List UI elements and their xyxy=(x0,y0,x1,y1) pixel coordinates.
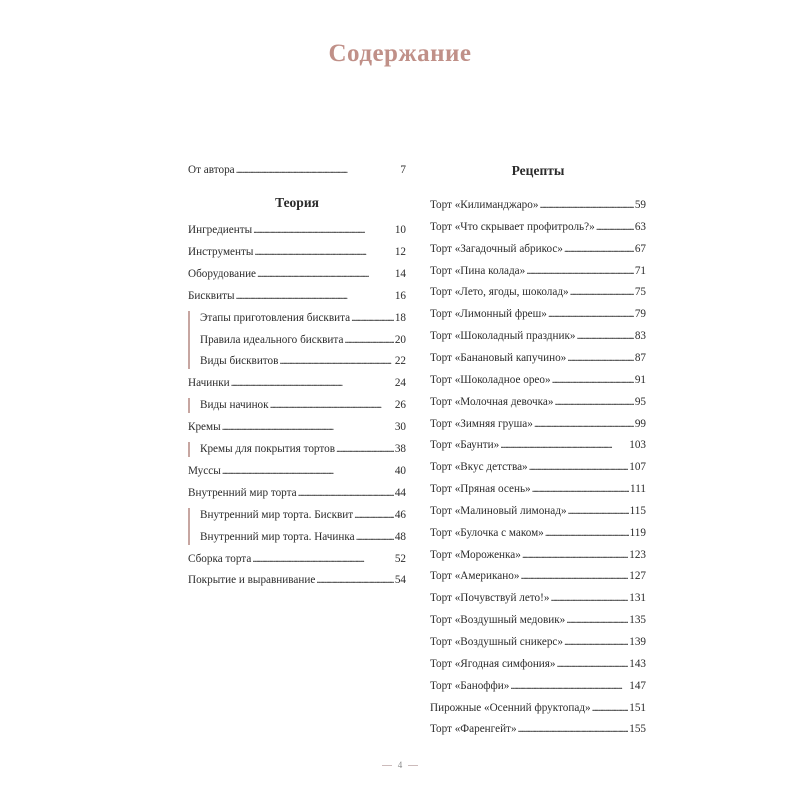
toc-entry-page: 75 xyxy=(634,286,646,299)
toc-entry-label: Торт «Булочка с маком» xyxy=(430,526,544,539)
toc-entry[interactable] xyxy=(430,590,646,606)
leader-dots xyxy=(252,551,394,567)
toc-entry-page: 87 xyxy=(634,351,646,364)
toc-entry[interactable] xyxy=(188,463,406,479)
leader-dots xyxy=(279,353,393,369)
toc-entry[interactable] xyxy=(430,721,646,737)
toc-entry[interactable] xyxy=(430,219,646,235)
leader-dots xyxy=(539,197,633,213)
toc-entry-label: Оборудование xyxy=(188,267,257,280)
page-number-dash-left xyxy=(382,765,392,766)
toc-entry-label: Торт «Вкус детства» xyxy=(430,461,528,474)
toc-entry-page: 44 xyxy=(394,486,406,499)
toc-entry[interactable] xyxy=(188,419,406,435)
toc-entry-label: Торт «Лимонный фреш» xyxy=(430,308,547,321)
toc-entry-label: Инструменты xyxy=(188,245,254,258)
toc-entry-label: Ингредиенты xyxy=(188,224,253,236)
toc-entry-page: 127 xyxy=(629,570,646,583)
toc-entry-label: Начинки xyxy=(188,377,230,390)
leader-dots xyxy=(526,263,634,279)
toc-entry-page: 10 xyxy=(394,224,406,236)
subsection-accent-bar xyxy=(188,508,190,545)
toc-entry-page: 95 xyxy=(634,395,646,408)
toc-entry-page: 119 xyxy=(629,526,646,539)
toc-entry-page: 22 xyxy=(394,355,406,368)
toc-entry[interactable] xyxy=(188,288,406,304)
toc-entry-label: Торт «Что скрывает профитроль?» xyxy=(430,220,595,233)
leader-dots xyxy=(550,590,628,606)
toc-entry-intro[interactable] xyxy=(188,162,406,178)
toc-entry[interactable] xyxy=(430,481,646,497)
toc-entry-label: Правила идеального бисквита xyxy=(200,333,344,346)
leader-dots xyxy=(532,481,629,497)
toc-entry-label: Торт «Банановый капучино» xyxy=(430,351,567,364)
toc-entry-label: Торт «Килиманджаро» xyxy=(430,199,539,211)
toc-entry-page: 52 xyxy=(394,552,406,565)
toc-entry[interactable] xyxy=(430,678,646,694)
toc-entry-page: 151 xyxy=(629,701,646,714)
leader-dots xyxy=(596,219,634,235)
toc-entry[interactable] xyxy=(430,525,646,541)
leader-dots xyxy=(522,547,628,563)
toc-entry[interactable] xyxy=(188,222,406,238)
toc-entry-label: Виды бисквитов xyxy=(200,355,279,368)
leader-dots xyxy=(529,459,629,475)
toc-entry-label: Торт «Почувствуй лето!» xyxy=(430,592,550,605)
toc-entry-page: 71 xyxy=(634,264,646,277)
leader-dots xyxy=(510,678,628,694)
toc-entry-label: Торт «Шоколадное орео» xyxy=(430,373,551,386)
toc-entry-page: 135 xyxy=(629,614,646,627)
toc-entry[interactable] xyxy=(430,437,646,453)
subsection-accent-bar xyxy=(188,311,190,370)
toc-entry-label: Торт «Пина колада» xyxy=(430,264,526,277)
toc-entry-page: 59 xyxy=(634,199,646,211)
toc-entry-page: 79 xyxy=(634,308,646,321)
leader-dots xyxy=(518,721,629,737)
toc-entry-page: 147 xyxy=(629,679,646,692)
toc-entry[interactable] xyxy=(430,306,646,322)
leader-dots xyxy=(500,437,628,453)
page-number-value: 4 xyxy=(397,760,403,770)
toc-entry-page: 46 xyxy=(394,508,406,521)
toc-entry[interactable] xyxy=(188,266,406,282)
toc-entry-label: Торт «Воздушный сникерс» xyxy=(430,636,563,648)
toc-entry-label: Бисквиты xyxy=(188,289,235,302)
leader-dots xyxy=(253,222,394,238)
section-heading-recipes: Рецепты xyxy=(511,163,565,178)
toc-entry-label: Внутренний мир торта. Начинка xyxy=(200,530,355,543)
toc-entry-label: Муссы xyxy=(188,464,221,477)
leader-dots xyxy=(548,306,634,322)
leader-dots xyxy=(270,397,394,413)
toc-subentry[interactable] xyxy=(200,529,406,545)
toc-entry[interactable] xyxy=(430,459,646,475)
leader-dots xyxy=(354,507,394,523)
toc-entry-page: 99 xyxy=(634,417,646,430)
leader-dots xyxy=(566,612,628,628)
toc-entry[interactable] xyxy=(430,503,646,519)
toc-entry-label: Внутренний мир торта. Бисквит xyxy=(200,508,354,521)
toc-entry[interactable] xyxy=(430,700,646,716)
toc-entry-page: 18 xyxy=(394,311,406,324)
toc-entry-page: 20 xyxy=(394,333,406,346)
leader-dots xyxy=(298,485,394,501)
toc-entry-page: 16 xyxy=(394,289,406,302)
toc-subentry[interactable] xyxy=(200,397,406,413)
toc-entry-page: 30 xyxy=(394,421,406,434)
leader-dots xyxy=(222,463,394,479)
leader-dots xyxy=(236,288,394,304)
toc-entry-label: Покрытие и выравнивание xyxy=(188,574,316,587)
toc-entry[interactable] xyxy=(430,197,646,213)
toc-subentry[interactable] xyxy=(200,441,406,457)
toc-entry-page: 24 xyxy=(394,377,406,390)
toc-entry-page: 155 xyxy=(629,723,646,736)
toc-entry-page: 103 xyxy=(629,439,646,452)
leader-dots xyxy=(570,284,634,300)
toc-entry-page: 63 xyxy=(634,220,646,233)
toc-subentry[interactable] xyxy=(200,332,406,348)
leader-dots xyxy=(356,529,394,545)
toc-entry-page: 143 xyxy=(629,657,646,670)
toc-entry-page: 14 xyxy=(394,267,406,280)
toc-entry-page: 91 xyxy=(634,373,646,386)
toc-entry-label: Торт «Воздушный медовик» xyxy=(430,614,566,627)
leader-dots xyxy=(351,310,394,326)
leader-dots xyxy=(577,328,634,344)
toc-entry-label: Виды начинок xyxy=(200,399,269,412)
leader-dots xyxy=(316,572,394,588)
toc-entry-page: 12 xyxy=(394,245,406,258)
toc-entry[interactable] xyxy=(430,568,646,584)
toc-entry[interactable] xyxy=(430,350,646,366)
page-title: Содержание xyxy=(328,40,472,67)
toc-entry-page: 26 xyxy=(394,399,406,412)
leader-dots xyxy=(534,416,634,432)
toc-entry-label: Этапы приготовления бисквита xyxy=(200,311,351,324)
toc-entry-label: Торт «Молочная девочка» xyxy=(430,395,554,408)
toc-entry-page: 83 xyxy=(634,330,646,343)
toc-entry-page: 7 xyxy=(400,164,406,176)
toc-entry-label: Сборка торта xyxy=(188,552,252,565)
toc-entry-label: Торт «Фаренгейт» xyxy=(430,723,517,736)
toc-entry[interactable] xyxy=(188,375,406,391)
toc-entry[interactable] xyxy=(430,612,646,628)
toc-entry-label: Торт «Баунти» xyxy=(430,439,500,452)
leader-dots xyxy=(554,394,633,410)
toc-entry[interactable] xyxy=(430,241,646,257)
toc-entry-label: Внутренний мир торта xyxy=(188,486,297,499)
toc-entry-page: 115 xyxy=(629,504,646,517)
toc-entry-label: Торт «Американо» xyxy=(430,570,520,583)
leader-dots xyxy=(568,503,629,519)
toc-entry[interactable] xyxy=(430,263,646,279)
leader-dots xyxy=(557,656,629,672)
toc-entry[interactable] xyxy=(430,284,646,300)
leader-dots xyxy=(545,525,629,541)
toc-entry-page: 48 xyxy=(394,530,406,543)
leader-dots xyxy=(564,634,628,650)
toc-entry-page: 111 xyxy=(630,483,646,496)
toc-entry-label: Торт «Лето, ягоды, шоколад» xyxy=(430,286,569,299)
toc-entry-label: Пирожные «Осенний фруктопад» xyxy=(430,701,591,714)
toc-entry[interactable] xyxy=(430,416,646,432)
toc-entry-label: Кремы xyxy=(188,421,221,434)
toc-entry-label: Торт «Ягодная симфония» xyxy=(430,657,556,670)
toc-entry[interactable] xyxy=(430,656,646,672)
leader-dots xyxy=(344,332,393,348)
toc-entry-page: 139 xyxy=(629,636,646,648)
toc-entry[interactable] xyxy=(430,394,646,410)
toc-entry-label: Торт «Зимняя груша» xyxy=(430,417,533,430)
leader-dots xyxy=(552,372,634,388)
leader-dots xyxy=(236,162,400,178)
toc-subentry[interactable] xyxy=(200,507,406,523)
toc-subentry[interactable] xyxy=(200,353,406,369)
toc-entry-page: 67 xyxy=(634,242,646,255)
leader-dots xyxy=(231,375,394,391)
section-heading-theory: Теория xyxy=(275,195,319,210)
leader-dots xyxy=(222,419,394,435)
toc-entry-page: 38 xyxy=(394,443,406,455)
leader-dots xyxy=(336,441,394,457)
toc-entry-label: Торт «Шоколадный праздник» xyxy=(430,330,576,343)
toc-subentry[interactable] xyxy=(200,310,406,326)
toc-entry-label: Торт «Мороженка» xyxy=(430,548,521,561)
toc-entry-page: 123 xyxy=(629,548,646,561)
toc-entry[interactable] xyxy=(188,485,406,501)
subsection-accent-bar xyxy=(188,442,190,457)
toc-entry-label: Кремы для покрытия тортов xyxy=(200,443,335,455)
toc-entry-page: 131 xyxy=(629,592,646,605)
toc-entry[interactable] xyxy=(430,372,646,388)
toc-entry-label: Торт «Малиновый лимонад» xyxy=(430,504,567,517)
toc-entry-label: Торт «Пряная осень» xyxy=(430,483,531,496)
leader-dots xyxy=(564,241,634,257)
toc-entry-label: Торт «Загадочный абрикос» xyxy=(430,242,563,255)
page-number-dash-right xyxy=(408,765,418,766)
toc-entry-page: 40 xyxy=(394,464,406,477)
leader-dots xyxy=(257,266,394,282)
toc-entry-label: От автора xyxy=(188,164,235,176)
toc-entry[interactable] xyxy=(430,547,646,563)
toc-entry[interactable] xyxy=(188,244,406,260)
leader-dots xyxy=(592,700,629,716)
toc-entry-page: 107 xyxy=(629,461,646,474)
toc-entry[interactable] xyxy=(430,328,646,344)
toc-entry-page: 54 xyxy=(394,574,406,587)
subsection-accent-bar xyxy=(188,398,190,413)
leader-dots xyxy=(567,350,634,366)
toc-entry-label: Торт «Баноффи» xyxy=(430,679,510,692)
toc-entry[interactable] xyxy=(188,551,406,567)
leader-dots xyxy=(520,568,628,584)
toc-entry[interactable] xyxy=(430,634,646,650)
leader-dots xyxy=(254,244,393,260)
toc-entry[interactable] xyxy=(188,572,406,588)
page-number xyxy=(0,760,800,770)
